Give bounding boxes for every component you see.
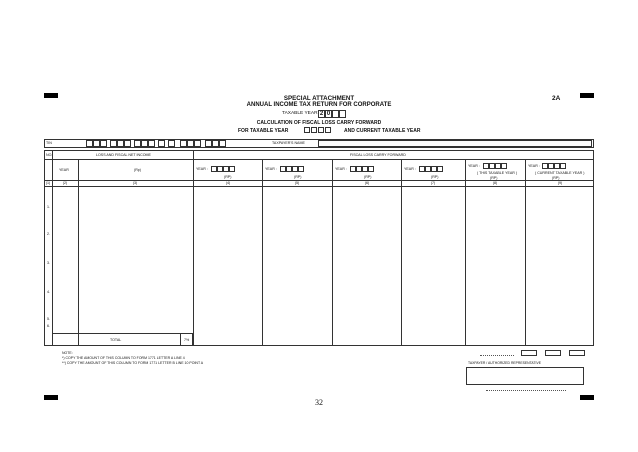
row-number: 2. [47,232,50,236]
row-number: 4. [47,290,50,294]
amount-header: (Rp) [134,168,141,172]
year-digit-box[interactable] [304,127,310,133]
col-year-label: YEAR : [468,164,480,168]
signature-label: TAXPAYER / AUTHORIZED REPRESENTATIVE [468,361,541,365]
tin-digit-box[interactable] [194,140,201,147]
signature-field[interactable] [466,367,584,385]
col-number: (3) [132,181,138,185]
signature-name-line[interactable] [486,390,566,391]
year-digit-box[interactable] [437,166,443,172]
tin-digit-box[interactable] [110,140,117,147]
date-day-box[interactable] [521,350,537,356]
col-rp-label: (RP) [294,175,302,179]
total-label: TOTAL [110,338,122,342]
year-digit-box[interactable] [318,127,324,133]
calc-title: CALCULATION OF FISCAL LOSS CARRY FORWARD [256,120,382,126]
tin-digit-box[interactable] [117,140,124,147]
column-divider [401,159,402,346]
col-rp-label: (RP) [364,175,372,179]
col-number: (8) [492,181,498,185]
tin-digit-box[interactable] [93,140,100,147]
col-year-label: YEAR : [196,167,208,171]
this-year-label: ( THIS TAXABLE YEAR ) [477,171,518,175]
place-line[interactable] [480,355,514,356]
page-number: 32 [315,398,323,407]
notes-line: *) COPY THE AMOUNT OF THIS COLUMN TO FORM 1771 LETTER A LINE 4 [62,356,185,360]
year-digit-box[interactable] [229,166,235,172]
col-year-label: YEAR : [335,167,347,171]
year-header: YEAR [59,168,69,172]
taxpayer-name-field[interactable] [318,140,592,147]
column-divider [525,159,526,346]
tin-digit-box[interactable] [180,140,187,147]
row-number: 1. [47,205,50,209]
col-number: (1) [45,181,51,185]
row-number: 6. [47,324,50,328]
col-rp-label: (RP) [490,176,498,180]
year-digit-box[interactable] [560,163,566,169]
taxable-year-digit[interactable]: 0 [326,111,331,117]
tin-digit-box[interactable] [134,140,141,147]
taxable-year-digit[interactable] [339,110,346,118]
col-year-label: YEAR : [265,167,277,171]
col-rp-label: (RP) [552,176,560,180]
row-number: 5. [47,317,50,321]
group-header-loss: LOSS AND FISCAL NET INCOME [96,153,151,157]
form-subtitle: ANNUAL INCOME TAX RETURN FOR CORPORATE [246,102,392,108]
year-digit-box[interactable] [311,127,317,133]
column-divider [193,150,194,346]
column-divider [262,159,263,346]
and-current-label: AND CURRENT TAXABLE YEAR [344,128,421,134]
column-divider [180,333,181,346]
tin-digit-box[interactable] [168,140,175,147]
for-taxable-year-label: FOR TAXABLE YEAR [238,128,289,134]
tin-digit-box[interactable] [124,140,131,147]
col-number: (7) [430,181,436,185]
taxable-year-digit[interactable] [332,110,339,118]
row-number: 3. [47,261,50,265]
col-number: (4) [225,181,231,185]
form-code: 2A [552,95,561,102]
column-divider [52,150,53,346]
col-number: (2) [62,181,68,185]
column-divider [78,159,79,346]
date-month-box[interactable] [545,350,561,356]
col-number: (5) [294,181,300,185]
tin-digit-box[interactable] [205,140,212,147]
total-cell [78,333,193,346]
current-year-label: ( CURRENT TAXABLE YEAR ) [535,171,585,175]
column-divider [465,159,466,346]
tin-digit-box[interactable] [158,140,165,147]
col-rp-label: (RP) [431,175,439,179]
col-number: (6) [364,181,370,185]
tin-digit-box[interactable] [148,140,155,147]
tin-digit-box[interactable] [141,140,148,147]
taxable-year-label: TAXABLE YEAR [282,111,318,116]
year-digit-box[interactable] [325,127,331,133]
year-digit-box[interactable] [298,166,304,172]
total-suffix: 7% [184,338,190,342]
year-digit-box[interactable] [501,163,507,169]
taxable-year-digit[interactable]: 2 [319,111,324,117]
tin-digit-box[interactable] [187,140,194,147]
col-year-label: YEAR : [528,164,540,168]
table-rule [44,186,594,187]
notes-title: NOTE: [62,351,73,355]
tin-digit-box[interactable] [212,140,219,147]
group-header-carry: FISCAL LOSS CARRY FORWARD [350,153,406,157]
col-year-label: YEAR : [404,167,416,171]
table-rule [44,159,594,160]
tin-digit-box[interactable] [100,140,107,147]
column-divider [332,159,333,346]
notes-line: **) COPY THE AMOUNT OF THIS COLUMN TO FORM 1771 LETTER B LINE 10 POINT A [62,361,204,365]
tin-label: TIN [46,141,52,145]
year-digit-box[interactable] [368,166,374,172]
col-number: (9) [557,181,563,185]
tin-digit-box[interactable] [86,140,93,147]
date-year-box[interactable] [569,350,585,356]
tin-digit-box[interactable] [219,140,226,147]
no-header: NO. [46,153,53,157]
col-rp-label: (RP) [224,175,232,179]
taxpayer-name-label: TAXPAYER'S NAME [272,141,305,145]
form-title: SPECIAL ATTACHMENT [283,95,355,102]
